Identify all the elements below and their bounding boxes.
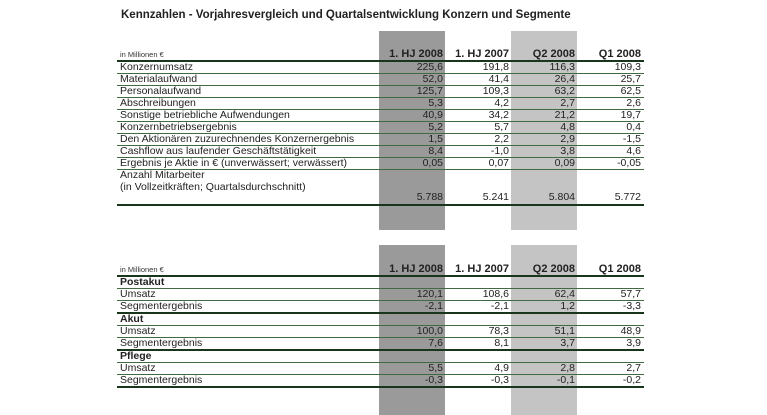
cell-value: 40,9 (422, 109, 443, 121)
konzern-table (117, 46, 644, 206)
cell-value: 100,0 (416, 325, 443, 337)
cell-value: -1,0 (490, 145, 509, 157)
cell-value: 0,09 (554, 157, 575, 169)
cell-value: 19,7 (620, 109, 641, 121)
cell-value: -0,3 (490, 374, 509, 386)
row-label: Abschreibungen (120, 97, 196, 109)
cell-value: 51,1 (554, 325, 575, 337)
column-header: Q1 2008 (598, 263, 641, 275)
cell-value: 0,05 (422, 157, 443, 169)
cell-value: 2,8 (560, 362, 575, 374)
cell-value: 4,8 (560, 121, 575, 133)
cell-value: 4,9 (494, 362, 509, 374)
section-label: Postakut (120, 276, 165, 288)
cell-value: 5.788 (416, 191, 443, 203)
cell-value: 1,5 (428, 133, 443, 145)
cell-value: 5.804 (548, 191, 575, 203)
cell-value: 78,3 (488, 325, 509, 337)
row-label: Segmentergebnis (120, 337, 203, 349)
column-header: Q1 2008 (598, 48, 641, 60)
cell-value: 52,0 (422, 73, 443, 85)
cell-value: 5.772 (614, 191, 641, 203)
cell-value: 25,7 (620, 73, 641, 85)
row-label: Cashflow aus laufender Geschäftstätigkeit (120, 145, 317, 157)
row-label: Segmentergebnis (120, 300, 203, 312)
cell-value: 5,5 (428, 362, 443, 374)
row-label: Ergebnis je Aktie in € (unverwässert; verwässert) (120, 157, 348, 169)
cell-value: 63,2 (554, 85, 575, 97)
cell-value: -0,3 (424, 374, 443, 386)
column-header: Q2 2008 (532, 263, 575, 275)
cell-value: 3,8 (560, 145, 575, 157)
row-label: Segmentergebnis (120, 374, 203, 386)
cell-value: 62,4 (554, 288, 575, 300)
page-title: Kennzahlen - Vorjahresvergleich und Quartalsentwicklung Konzern und Segmente (121, 9, 571, 21)
row-label: Sonstige betriebliche Aufwendungen (120, 109, 290, 121)
cell-value: 57,7 (620, 288, 641, 300)
cell-value: 3,7 (560, 337, 575, 349)
row-label: Umsatz (120, 325, 156, 337)
cell-value: 5,3 (428, 97, 443, 109)
cell-value: 116,3 (549, 61, 575, 73)
column-header: 1. HJ 2008 (389, 263, 443, 275)
cell-value: 2,2 (494, 133, 509, 145)
unit-label: in Millionen € (120, 265, 164, 274)
cell-value: 4,2 (494, 97, 509, 109)
row-label: Umsatz (120, 288, 156, 300)
cell-value: 2,9 (560, 133, 575, 145)
cell-value: -0,2 (622, 374, 641, 386)
cell-value: 34,2 (488, 109, 509, 121)
table-row (117, 301, 644, 314)
cell-value: 7,6 (428, 337, 443, 349)
cell-value: 62,5 (620, 85, 641, 97)
cell-value: 2,7 (560, 97, 575, 109)
row-label-line1: Anzahl Mitarbeiter (120, 169, 205, 181)
cell-value: 8,1 (494, 337, 509, 349)
cell-value: 0,4 (626, 121, 641, 133)
table-header (117, 46, 644, 60)
cell-value: 8,4 (428, 145, 443, 157)
row-label: Den Aktionären zuzurechnendes Konzernergebnis (120, 133, 355, 145)
cell-value: -0,1 (556, 374, 575, 386)
segmente-table (117, 261, 644, 388)
cell-value: -1,5 (622, 133, 641, 145)
row-label: Konzernbetriebsergebnis (120, 121, 237, 133)
cell-value: 109,3 (482, 85, 509, 97)
cell-value: 3,9 (626, 337, 641, 349)
cell-value: 1,2 (560, 300, 575, 312)
row-label: Personalaufwand (120, 85, 202, 97)
cell-value: 5,7 (494, 121, 509, 133)
column-header: Q2 2008 (532, 48, 575, 60)
cell-value: 120,1 (416, 288, 443, 300)
table-row (117, 338, 644, 351)
row-label (120, 169, 306, 193)
cell-value: 125,7 (416, 85, 443, 97)
row-label: Umsatz (120, 362, 156, 374)
cell-value: 21,2 (554, 109, 575, 121)
cell-value: 2,6 (626, 97, 641, 109)
row-label: Materialaufwand (120, 73, 198, 85)
table-header (117, 261, 644, 275)
cell-value: 26,4 (554, 73, 575, 85)
cell-value: 4,6 (626, 145, 641, 157)
unit-label: in Millionen € (120, 50, 164, 59)
section-label: Pflege (120, 350, 152, 362)
column-header: 1. HJ 2007 (455, 263, 509, 275)
column-header: 1. HJ 2007 (455, 48, 509, 60)
cell-value: 48,9 (620, 325, 641, 337)
cell-value: 0,07 (488, 157, 509, 169)
cell-value: -2,1 (490, 300, 509, 312)
cell-value: 109,3 (614, 61, 641, 73)
cell-value: 108,6 (482, 288, 509, 300)
cell-value: 5,2 (428, 121, 443, 133)
cell-value: 5.241 (482, 191, 509, 203)
row-label: Konzernumsatz (120, 61, 193, 73)
cell-value: 225,6 (416, 61, 443, 73)
column-header: 1. HJ 2008 (389, 48, 443, 60)
table-row (117, 375, 644, 388)
cell-value: 191,8 (482, 61, 509, 73)
cell-value: 2,7 (626, 362, 641, 374)
table-row-employees (117, 170, 644, 206)
cell-value: -2,1 (424, 300, 443, 312)
cell-value: -0,05 (617, 157, 641, 169)
row-label-line2: (in Vollzeitkräften; Quartalsdurchschnitt) (120, 181, 306, 193)
cell-value: -3,3 (622, 300, 641, 312)
section-label: Akut (120, 313, 144, 325)
cell-value: 41,4 (488, 73, 509, 85)
